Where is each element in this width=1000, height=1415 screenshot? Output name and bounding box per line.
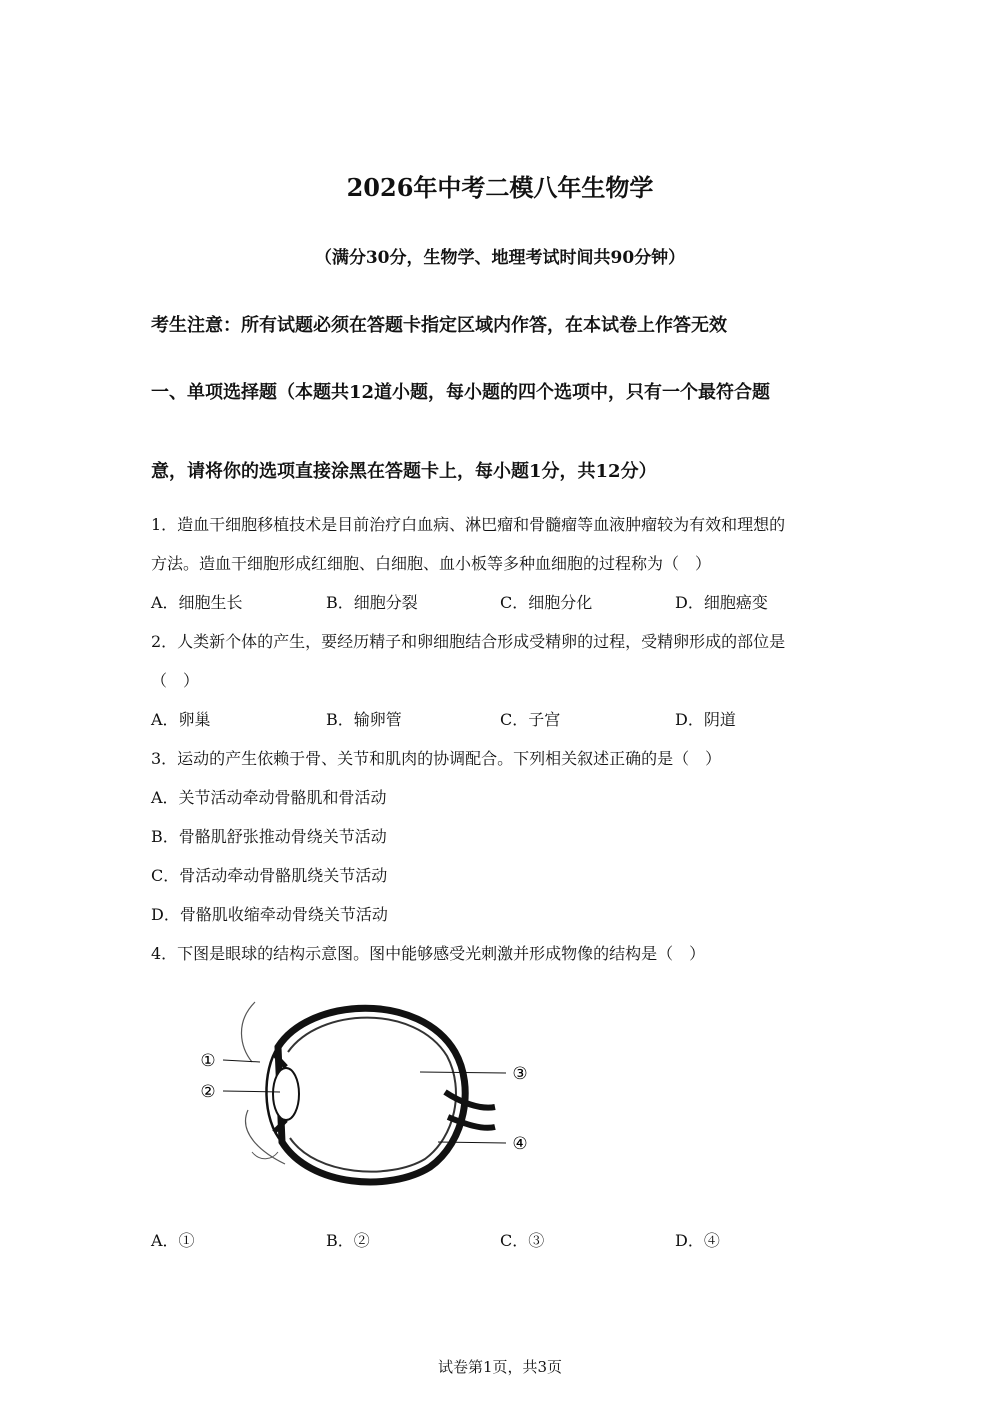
question-2-option-c: C．子宫 [500,710,561,729]
question-2-stem-line1: 2．人类新个体的产生，要经历精子和卵细胞结合形成受精卵的过程，受精卵形成的部位是 [151,632,786,651]
leader-line-1 [223,1060,260,1062]
section-heading-line2: 意，请将你的选项直接涂黑在答题卡上，每小题1分，共12分） [151,461,657,482]
question-2-option-d: D．阴道 [675,710,736,729]
figure-label-1: ① [200,1051,216,1071]
section-heading-line1: 一、单项选择题（本题共12道小题，每小题的四个选项中，只有一个最符合题 [151,382,771,403]
figure-label-3: ③ [512,1064,528,1084]
question-2-option-a: A．卵巢 [151,710,211,729]
lens [273,1068,299,1120]
question-4-option-d: D．④ [675,1231,720,1250]
question-1-option-b: B．细胞分裂 [326,593,418,612]
question-3-option-b: B．骨骼肌舒张推动骨绕关节活动 [151,827,387,846]
question-1-option-a: A．细胞生长 [151,593,243,612]
exam-subtitle: （满分30分，生物学、地理考试时间共90分钟） [314,248,686,268]
eyelid-curve [241,1002,255,1062]
question-1-stem-line1: 1．造血干细胞移植技术是目前治疗白血病、淋巴瘤和骨髓瘤等血液肿瘤较为有效和理想的 [151,515,786,534]
figure-label-2: ② [200,1082,216,1102]
exam-notice: 考生注意：所有试题必须在答题卡指定区域内作答，在本试卷上作答无效 [151,315,727,336]
page-footer: 试卷第1页，共3页 [437,1358,563,1376]
question-3-stem: 3．运动的产生依赖于骨、关节和肌肉的协调配合。下列相关叙述正确的是（ ） [151,749,722,768]
question-2-option-b: B．输卵管 [326,710,402,729]
page-title: 2026年中考二模八年生物学 [346,173,654,202]
question-3-option-c: C．骨活动牵动骨骼肌绕关节活动 [151,866,388,885]
question-3-option-d: D．骨骼肌收缩牵动骨绕关节活动 [151,905,388,924]
question-1-option-c: C．细胞分化 [500,593,593,612]
question-4-option-b: B．② [326,1231,370,1250]
leader-line-2 [223,1091,280,1092]
question-1-option-d: D．细胞癌变 [675,593,768,612]
question-1-stem-line2: 方法。造血干细胞形成红细胞、白细胞、血小板等多种血细胞的过程称为（ ） [151,554,712,573]
question-4-option-c: C．③ [500,1231,545,1250]
figure-label-4: ④ [512,1134,528,1154]
eyeball-diagram [190,992,540,1192]
question-4-stem: 4．下图是眼球的结构示意图。图中能够感受光刺激并形成物像的结构是（ ） [151,944,706,963]
question-4-option-a: A．① [151,1231,195,1250]
question-3-option-a: A．关节活动牵动骨骼肌和骨活动 [151,788,387,807]
question-2-stem-line2: （ ） [151,671,200,690]
